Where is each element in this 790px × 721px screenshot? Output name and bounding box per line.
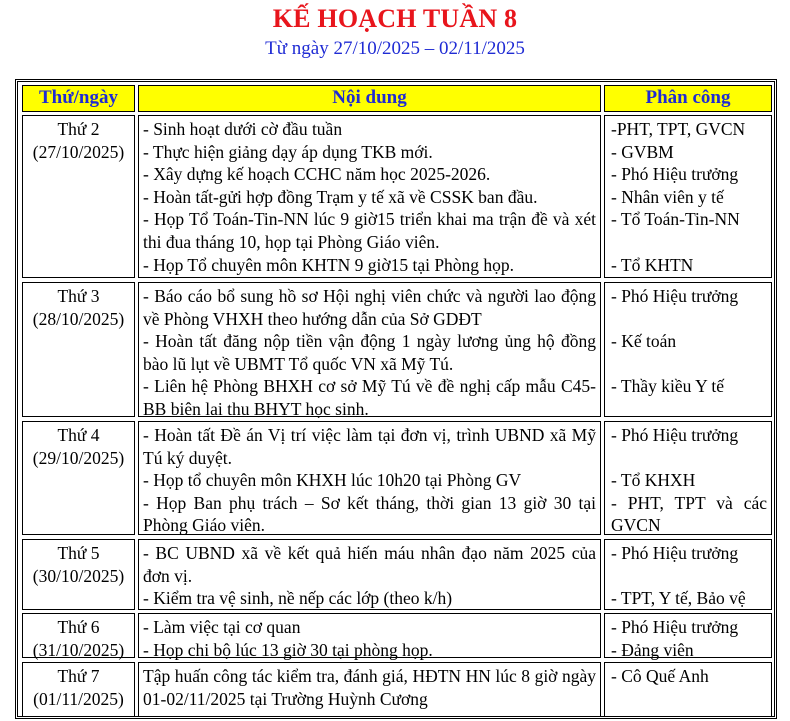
- date: (27/10/2025): [32, 141, 125, 162]
- weekday: Thứ 6: [57, 617, 100, 637]
- assign-item: - Phó Hiệu trưởng: [611, 164, 739, 185]
- content-cell: [138, 613, 601, 658]
- date: (01/11/2025): [33, 688, 124, 709]
- day-cell: [22, 115, 135, 278]
- content-item: - Hoàn tất Đề án Vị trí việc làm tại đơn vị, trình UBND xã Mỹ Tú ký duyệt.: [143, 425, 596, 468]
- content-item: - Làm việc tại cơ quan: [143, 617, 301, 637]
- date: (30/10/2025): [32, 565, 125, 586]
- content-item: - Báo cáo bổ sung hồ sơ Hội nghị viên chức và người lao động về Phòng VHXH theo hướng dẫn của Sở GDĐT: [143, 286, 596, 329]
- assign-cell: [604, 282, 772, 417]
- assign-item: - Tổ KHTN: [611, 254, 694, 275]
- day-cell: [22, 613, 135, 658]
- weekday: Thứ 5: [57, 543, 100, 563]
- content-item: - Thực hiện giảng dạy áp dụng TKB mới.: [143, 141, 433, 162]
- weekday: Thứ 7: [57, 666, 100, 686]
- content-item: Tập huấn công tác kiểm tra, đánh giá, HĐTN HN lúc 8 giờ ngày 01-02/11/2025 tại Trường Huỳnh Cương: [143, 666, 596, 709]
- content-cell: [138, 115, 601, 278]
- day-cell: [22, 539, 135, 610]
- day-cell: [22, 282, 135, 417]
- assign-item: - Cô Quế Anh: [611, 666, 709, 686]
- assign-cell: [604, 539, 772, 610]
- content-item: - Hoàn tất-gửi hợp đồng Trạm y tế xã về CSSK ban đầu.: [143, 186, 538, 207]
- assign-item: [611, 447, 767, 470]
- content-item: - Họp Tổ chuyên môn KHTN 9 giờ15 tại Phòng họp.: [143, 254, 515, 275]
- page-title: KẾ HOẠCH TUẦN 8: [272, 4, 518, 33]
- content-item: - Hoàn tất đăng nộp tiền vận động 1 ngày lương ủng hộ đồng bào lũ lụt về UBMT Tổ quốc VN xã Mỹ Tú.: [143, 331, 596, 374]
- column-header-day: Thứ/ngày: [22, 85, 135, 112]
- assign-item: [611, 308, 767, 331]
- assign-cell: [604, 613, 772, 658]
- content-cell: [138, 662, 601, 717]
- assign-item: - Phó Hiệu trưởng: [611, 543, 739, 563]
- assign-item: - Phó Hiệu trưởng: [611, 617, 739, 637]
- assign-item: [611, 231, 767, 254]
- day-cell: [22, 421, 135, 535]
- date: (31/10/2025): [32, 639, 125, 660]
- assign-item: - TPT, Y tế, Bảo vệ: [611, 588, 746, 609]
- content-item: - Sinh hoạt dưới cờ đầu tuần: [143, 119, 343, 139]
- content-item: - Họp tổ chuyên môn KHXH lúc 10h20 tại Phòng GV: [143, 470, 522, 491]
- assign-item: -PHT, TPT, GVCN: [611, 119, 746, 139]
- assign-item: - Nhân viên y tế: [611, 186, 724, 207]
- assign-item: - Phó Hiệu trưởng: [611, 425, 739, 445]
- assign-item: - Phó Hiệu trưởng: [611, 286, 739, 306]
- assign-item: - Tổ Toán-Tin-NN: [611, 209, 740, 230]
- assign-cell: [604, 421, 772, 535]
- assign-cell: [604, 115, 772, 278]
- content-cell: [138, 282, 601, 417]
- content-item: - BC UBND xã về kết quả hiến máu nhân đạo năm 2025 của đơn vị.: [143, 543, 596, 586]
- assign-item: [611, 565, 767, 588]
- assign-item: - GVBM: [611, 141, 674, 162]
- date: (28/10/2025): [32, 308, 125, 329]
- assign-item: [611, 353, 767, 376]
- date-range: Từ ngày 27/10/2025 – 02/11/2025: [265, 38, 525, 59]
- assign-item: - Tổ KHXH: [611, 470, 696, 491]
- assign-item: - Đảng viên: [611, 639, 694, 660]
- content-item: - Liên hệ Phòng BHXH cơ sở Mỹ Tú về đề nghị cấp mẫu C45-BB biên lai thu BHYT học sinh.: [143, 376, 596, 419]
- content-item: - Họp Tổ Toán-Tin-NN lúc 9 giờ15 triển khai ma trận đề và xét thi đua tháng 10, họp tại Phòng Giáo viên.: [143, 209, 596, 252]
- content-cell: [138, 421, 601, 535]
- column-header-content: Nội dung: [138, 85, 601, 112]
- date: (29/10/2025): [32, 447, 125, 468]
- column-header-assign: Phân công: [604, 85, 772, 112]
- weekday: Thứ 4: [57, 425, 100, 445]
- content-item: - Xây dựng kế hoạch CCHC năm học 2025-2026.: [143, 164, 491, 185]
- content-cell: [138, 539, 601, 610]
- content-item: - Họp chi bộ lúc 13 giờ 30 tại phòng họp.: [143, 639, 433, 660]
- weekday: Thứ 2: [57, 119, 100, 139]
- day-cell: [22, 662, 135, 717]
- assign-cell: [604, 662, 772, 717]
- assign-item: - Thầy kiều Y tế: [611, 376, 725, 397]
- content-item: - Kiểm tra vệ sinh, nề nếp các lớp (theo k/h): [143, 588, 453, 609]
- assign-item: - PHT, TPT và các GVCN: [611, 492, 767, 536]
- content-item: - Họp Ban phụ trách – Sơ kết tháng, thời gian 13 giờ 30 tại Phòng Giáo viên.: [143, 492, 596, 536]
- weekday: Thứ 3: [57, 286, 100, 306]
- assign-item: - Kế toán: [611, 331, 677, 352]
